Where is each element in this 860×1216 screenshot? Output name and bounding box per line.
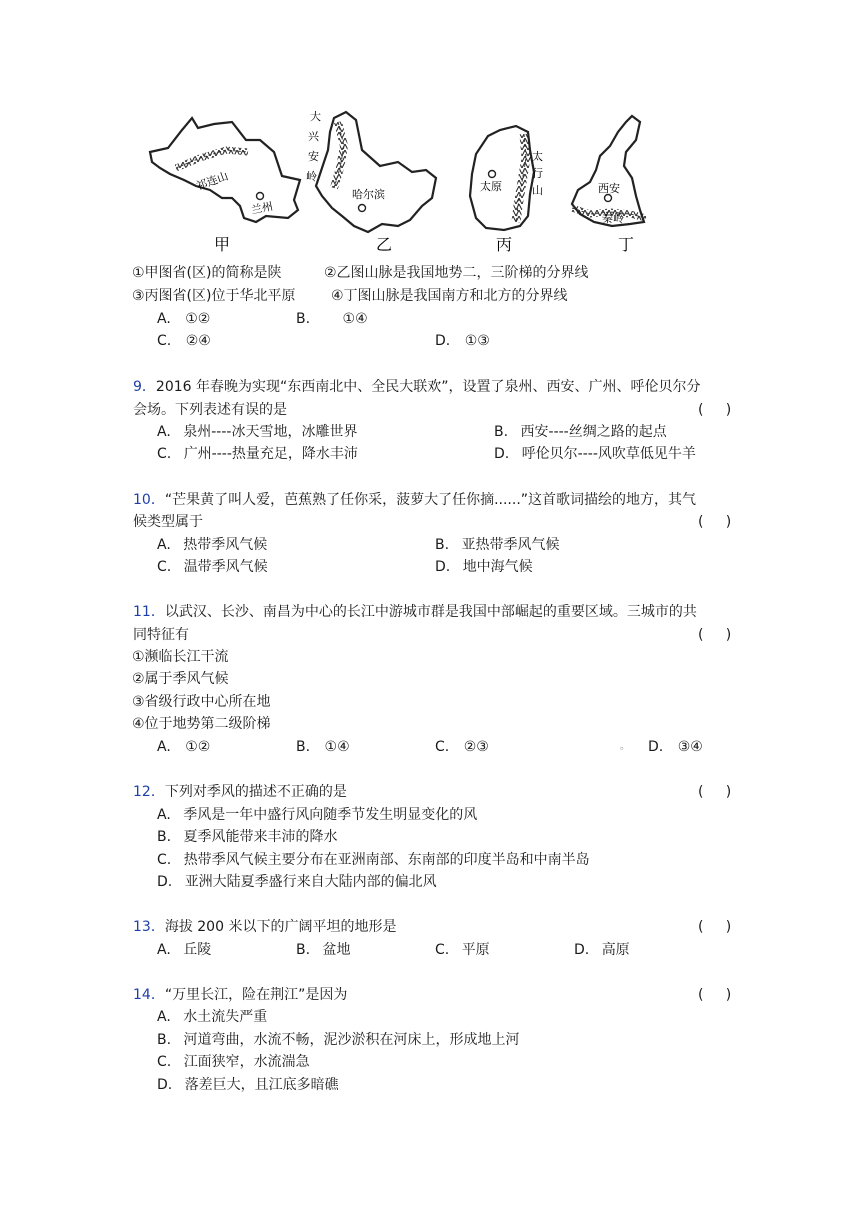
q11-option-c[interactable] <box>435 737 489 757</box>
option-letter: B. <box>157 1032 172 1048</box>
option-text: 平原 <box>461 942 490 958</box>
mountain-label-daxinganling-3: 安 <box>308 150 319 163</box>
q13-option-c[interactable] <box>435 940 490 960</box>
option-text: 夏季风能带来丰沛的降水 <box>183 829 338 845</box>
q10-text: “芒果黄了叫人爱，芭蕉熟了任你采，菠萝大了任你摘......”这首歌词描绘的地方，其气 <box>164 492 697 508</box>
option-letter: B. <box>296 311 311 327</box>
option-letter: B. <box>494 424 509 440</box>
q8-option-c[interactable] <box>157 331 211 351</box>
option-text: 盆地 <box>322 942 351 958</box>
province-maps-figure <box>0 0 860 265</box>
q11-answer-bracket[interactable]: ( ) <box>698 627 732 643</box>
city-marker-harbin <box>359 205 366 212</box>
option-letter: A. <box>157 942 171 958</box>
option-letter: B. <box>157 829 172 845</box>
q9-option-a[interactable] <box>157 422 357 442</box>
q8-statement-4: ④丁图山脉是我国南方和北方的分界线 <box>331 288 568 304</box>
q14-option-d[interactable] <box>157 1075 339 1095</box>
option-letter: A. <box>157 424 171 440</box>
q10-answer-bracket[interactable]: ( ) <box>698 514 732 530</box>
option-letter: D. <box>157 874 173 890</box>
q13-stem <box>133 917 396 937</box>
mountain-label-taihang-2: 行 <box>532 167 543 180</box>
option-text: 热带季风气候 <box>183 537 268 553</box>
option-letter: A. <box>157 807 171 823</box>
option-text: 广州----热量充足，降水丰沛 <box>183 446 358 462</box>
q10-stem-line2: 候类型属于 <box>133 514 203 530</box>
q12-stem <box>133 782 347 802</box>
map-label-jia: 甲 <box>214 235 231 254</box>
option-text: 落差巨大，且江底多暗礁 <box>184 1077 339 1093</box>
city-label-harbin: 哈尔滨 <box>352 188 385 201</box>
option-text: 高原 <box>601 942 630 958</box>
map-bing <box>470 126 543 254</box>
q14-option-b[interactable] <box>157 1030 520 1050</box>
option-text: 江面狭窄，水流湍急 <box>183 1054 310 1070</box>
option-text: ①③ <box>464 333 490 349</box>
q11-statement-1: ①濒临长江干流 <box>132 649 229 665</box>
option-text: ①④ <box>324 739 350 755</box>
q11-statement-3: ③省级行政中心所在地 <box>132 694 271 710</box>
map-label-ding: 丁 <box>618 235 635 254</box>
option-letter: D. <box>435 333 451 349</box>
q10-option-b[interactable] <box>435 535 560 555</box>
option-letter: A. <box>157 1009 171 1025</box>
option-text: 温带季风气候 <box>183 559 268 575</box>
map-ding <box>572 116 646 254</box>
q12-answer-bracket[interactable]: ( ) <box>698 784 732 800</box>
q11-statement-4: ④位于地势第二级阶梯 <box>132 716 271 732</box>
option-text: 亚热带季风气候 <box>461 537 560 553</box>
question-number: 10． <box>133 492 165 508</box>
q11-stray-dot: 。 <box>620 741 630 752</box>
q14-option-a[interactable] <box>157 1007 267 1027</box>
option-letter: A. <box>157 739 171 755</box>
option-text: 热带季风气候主要分布在亚洲南部、东南部的印度半岛和中南半岛 <box>183 852 590 868</box>
city-marker-xian <box>605 195 612 202</box>
q13-text: 海拔 200 米以下的广阔平坦的地形是 <box>164 919 397 935</box>
option-letter: C. <box>157 852 172 868</box>
q9-answer-bracket[interactable]: ( ) <box>698 402 732 418</box>
option-text: ③④ <box>677 739 703 755</box>
q11-text: 以武汉、长沙、南昌为中心的长江中游城市群是我国中部崛起的重要区域。三城市的共 <box>164 604 697 620</box>
option-text: ②③ <box>463 739 489 755</box>
option-text: 季风是一年中盛行风向随季节发生明显变化的风 <box>183 807 478 823</box>
option-text: 亚洲大陆夏季盛行来自大陆内部的偏北风 <box>184 874 437 890</box>
q12-option-b[interactable] <box>157 827 338 847</box>
option-letter: C. <box>157 446 172 462</box>
q11-stem-line2: 同特征有 <box>133 627 189 643</box>
q8-statement-2: ②乙图山脉是我国地势二，三阶梯的分界线 <box>324 265 589 281</box>
city-marker-taiyuan <box>489 171 496 178</box>
q12-option-a[interactable] <box>157 805 477 825</box>
question-number: 13． <box>133 919 165 935</box>
q11-stem-line1 <box>133 602 697 622</box>
option-letter: B. <box>296 739 311 755</box>
option-text: ①② <box>185 311 211 327</box>
q11-option-d[interactable] <box>648 737 703 757</box>
option-letter: A. <box>157 537 171 553</box>
map-yi <box>306 109 436 254</box>
q14-stem <box>133 985 347 1005</box>
q12-option-d[interactable] <box>157 872 437 892</box>
q14-option-c[interactable] <box>157 1052 310 1072</box>
q9-option-d[interactable] <box>494 444 696 464</box>
option-letter: D. <box>157 1077 173 1093</box>
option-letter: C. <box>157 559 172 575</box>
question-number: 14． <box>133 987 165 1003</box>
option-text: ①② <box>185 739 211 755</box>
mountain-label-taihang-3: 山 <box>532 184 543 197</box>
map-label-yi: 乙 <box>376 235 393 254</box>
q12-option-c[interactable] <box>157 850 590 870</box>
q9-text: 2016 年春晚为实现“东西南北中、全民大联欢”，设置了泉州、西安、广州、呼伦贝尔分 <box>155 379 701 395</box>
mountain-label-daxinganling-1: 大 <box>310 110 321 123</box>
q13-option-a[interactable] <box>157 940 211 960</box>
q13-answer-bracket[interactable]: ( ) <box>698 919 732 935</box>
option-letter: C. <box>157 1054 172 1070</box>
city-label-taiyuan: 太原 <box>480 180 502 193</box>
q10-option-d[interactable] <box>435 557 533 577</box>
question-number: 9． <box>133 379 156 395</box>
mountain-label-qilian: 祁连山 <box>194 169 231 193</box>
mountain-label-qinling: 秦岭 <box>602 212 624 225</box>
q13-option-b[interactable] <box>296 940 351 960</box>
city-label-lanzhou: 兰州 <box>249 199 275 217</box>
q9-option-c[interactable] <box>157 444 358 464</box>
mountain-label-daxinganling-2: 兴 <box>308 130 319 143</box>
question-number: 11． <box>133 604 165 620</box>
q14-text: “万里长江，险在荆江”是因为 <box>164 987 348 1003</box>
q10-option-a[interactable] <box>157 535 267 555</box>
option-text: ②④ <box>185 333 211 349</box>
option-letter: D. <box>494 446 510 462</box>
q11-statement-2: ②属于季风气候 <box>132 671 229 687</box>
q9-option-b[interactable] <box>494 422 667 442</box>
option-text: 呼伦贝尔----风吹草低见牛羊 <box>521 446 696 462</box>
mountain-label-taihang-1: 太 <box>532 150 543 163</box>
option-text: 地中海气候 <box>462 559 533 575</box>
q14-answer-bracket[interactable]: ( ) <box>698 987 732 1003</box>
q11-option-b[interactable] <box>296 737 350 757</box>
q13-option-d[interactable] <box>574 940 630 960</box>
q9-stem-line2: 会场。下列表述有误的是 <box>133 402 287 418</box>
option-text: 水土流失严重 <box>183 1009 268 1025</box>
mountain-label-daxinganling-4: 岭 <box>306 170 317 183</box>
q8-option-d[interactable] <box>435 331 490 351</box>
option-letter: D. <box>435 559 451 575</box>
city-marker-lanzhou <box>257 193 264 200</box>
q9-stem-line1 <box>133 377 701 397</box>
option-letter: B. <box>296 942 311 958</box>
option-text: 泉州----冰天雪地，冰雕世界 <box>183 424 358 440</box>
q8-option-b[interactable] <box>296 309 368 329</box>
option-text: 河道弯曲，水流不畅，泥沙淤积在河床上，形成地上河 <box>183 1032 520 1048</box>
q10-stem-line1 <box>133 490 696 510</box>
option-letter: C. <box>435 739 450 755</box>
map-jia <box>150 118 300 254</box>
q12-text: 下列对季风的描述不正确的是 <box>164 784 347 800</box>
city-label-xian: 西安 <box>598 182 620 195</box>
option-letter: D. <box>648 739 664 755</box>
option-letter: C. <box>157 333 172 349</box>
option-text: 西安----丝绸之路的起点 <box>520 424 667 440</box>
q8-statement-3: ③丙图省(区)位于华北平原 <box>132 288 296 304</box>
q8-option-a[interactable] <box>157 309 210 329</box>
option-letter: C. <box>435 942 450 958</box>
q10-option-c[interactable] <box>157 557 268 577</box>
q8-statement-1: ①甲图省(区)的简称是陕 <box>132 265 282 281</box>
option-letter: D. <box>574 942 590 958</box>
map-label-bing: 丙 <box>496 235 513 254</box>
option-letter: B. <box>435 537 450 553</box>
question-number: 12． <box>133 784 165 800</box>
option-text: 丘陵 <box>183 942 212 958</box>
option-text: ①④ <box>342 311 368 327</box>
option-letter: A. <box>157 311 171 327</box>
q11-option-a[interactable] <box>157 737 210 757</box>
